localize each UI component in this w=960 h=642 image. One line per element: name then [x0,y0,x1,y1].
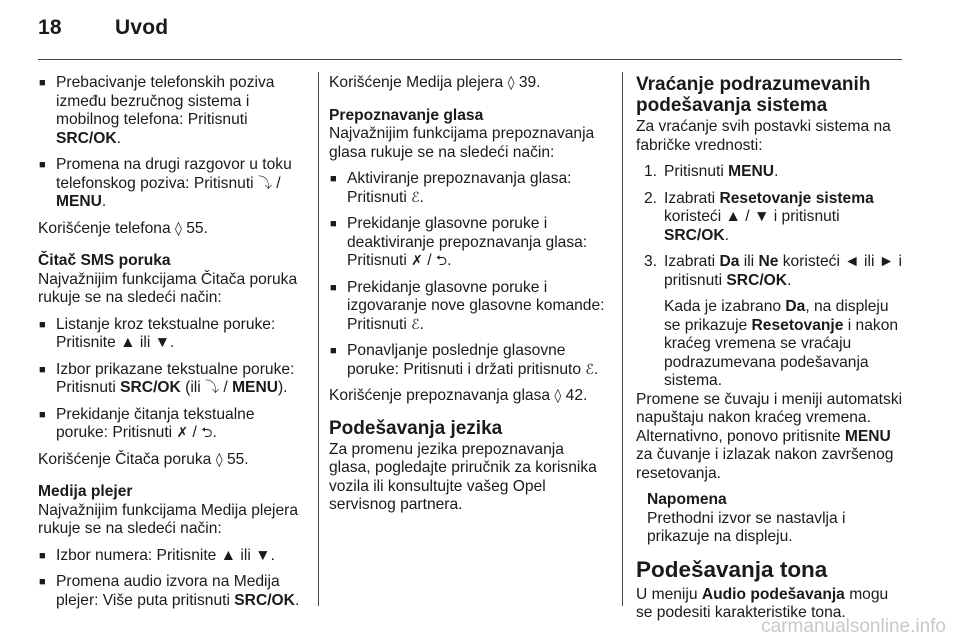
mute-icon: ✗ [176,425,189,441]
list-item: ■ Izbor numera: Pritisnite ▲ ili ▼. [38,547,310,566]
section-heading: Medija plejer [38,483,133,500]
paragraph: Promene se čuvaju i meniji automatski napuštaju nakon kraćeg vremena. Alternativno, ponovo pritisnite MENU za čuvanje i izlazak nakon završenog resetovanja. [636,390,903,482]
list-item: ■ Promena audio izvora na Medija plejer: Više puta pritisnuti SRC/OK. [38,573,310,610]
header-rule [38,59,902,60]
page-ref-icon: ◊ [174,220,182,237]
paragraph: Najvažnijim funkcijama Čitača poruka rukuje se na sledeći način: [38,270,298,306]
voice-icon: ℰ [411,189,420,206]
list-item: 2. Izabrati Resetovanje sistema koristeći ▲ / ▼ i pritisnuti SRC/OK. [644,189,874,244]
column-divider-2 [622,72,623,606]
paragraph: U meniju Audio podešavanja mogu se podesiti karakteristike tona. [636,585,889,621]
column-3 [636,74,908,623]
section-heading: Podešavanja jezika [329,417,503,439]
list-item: ■ Prekidanje glasovne poruke i deaktiviranje prepoznavanja glasa: Pritisnuti ✗ / ⮌. [329,215,607,271]
list-item: ■ Promena na drugi razgovor u toku telefonskog poziva: Pritisnuti ⤵ / MENU. [38,156,310,212]
list-item: 3. Izabrati Da ili Ne koristeći ◄ ili ► i pritisnuti SRC/OK. [644,253,902,289]
list-item: ■ Listanje kroz tekstualne poruke: Pritisnite ▲ ili ▼. [38,316,310,353]
list-item: ■ Aktiviranje prepoznavanja glasa: Pritisnuti ℰ. [329,170,607,207]
page-title: Uvod [115,16,169,39]
section-heading: Vraćanje podrazumevanih podešavanja sistema [636,74,871,116]
paragraph: Kada je izabrano Da, na displeju se prikazuje Resetovanje i nakon kraćeg vremena se vraćaju podrazumevana podešavanja sistema. [664,298,899,389]
cross-reference[interactable]: Korišćenje Medija plejera ◊ 39. [329,74,541,91]
back-icon: ⮌ [435,253,448,269]
cross-reference[interactable]: Korišćenje telefona ◊ 55. [38,219,208,237]
list-item: ■ Prebacivanje telefonskih poziva između bezručnog sistema i mobilnog telefona: Pritisnuti SRC/OK. [38,74,310,148]
section-heading: Podešavanja tona [636,556,828,582]
page-ref-icon: ◊ [215,451,223,468]
mute-icon: ✗ [411,253,423,269]
phone-hangup-icon: ⤵ [257,175,272,192]
cross-reference[interactable]: Korišćenje prepoznavanja glasa ◊ 42. [329,387,588,404]
voice-icon: ℰ [585,361,594,378]
page-ref-icon: ◊ [554,388,562,404]
paragraph: Najvažnijim funkcijama Medija plejera rukuje se na sledeći način: [38,501,298,537]
column-2 [329,74,607,515]
back-icon: ⮌ [201,425,213,441]
list-item: ■ Prekidanje čitanja tekstualne poruke: Pritisnuti ✗ / ⮌. [38,406,310,443]
paragraph: Za promenu jezika prepoznavanja glasa, pogledajte priručnik za korisnika vozila ili konsultujte vašeg Opel servisnog partnera. [329,440,597,513]
paragraph: Za vraćanje svih postavki sistema na fabričke vrednosti: [636,118,891,154]
paragraph: Najvažnijim funkcijama prepoznavanja glasa rukuje se na sledeći način: [329,125,595,161]
page-header [38,16,168,40]
section-heading: Čitač SMS poruka [38,252,171,269]
note-heading: Napomena [647,491,727,508]
list-item: 1. Pritisnuti MENU. [644,163,779,180]
note-text: Prethodni izvor se nastavlja i prikazuje na displeju. [647,509,846,545]
column-1 [38,74,310,610]
page-ref-icon: ◊ [507,75,515,91]
voice-icon: ℰ [411,316,420,333]
page-number: 18 [38,16,62,39]
phone-hangup-icon: ⤵ [205,380,220,396]
list-item: ■ Izbor prikazane tekstualne poruke: Pritisnuti SRC/OK (ili ⤵ / MENU). [38,361,310,398]
column-divider-1 [318,72,319,606]
section-heading: Prepoznavanje glasa [329,106,484,124]
list-item: ■ Ponavljanje poslednje glasovne poruke: Pritisnuti i držati pritisnuto ℰ. [329,342,607,379]
list-item: ■ Prekidanje glasovne poruke i izgovaranje nove glasovne komande: Pritisnuti ℰ. [329,279,607,335]
watermark: carmanualsonline.info [761,616,946,637]
cross-reference[interactable]: Korišćenje Čitača poruka ◊ 55. [38,450,249,468]
